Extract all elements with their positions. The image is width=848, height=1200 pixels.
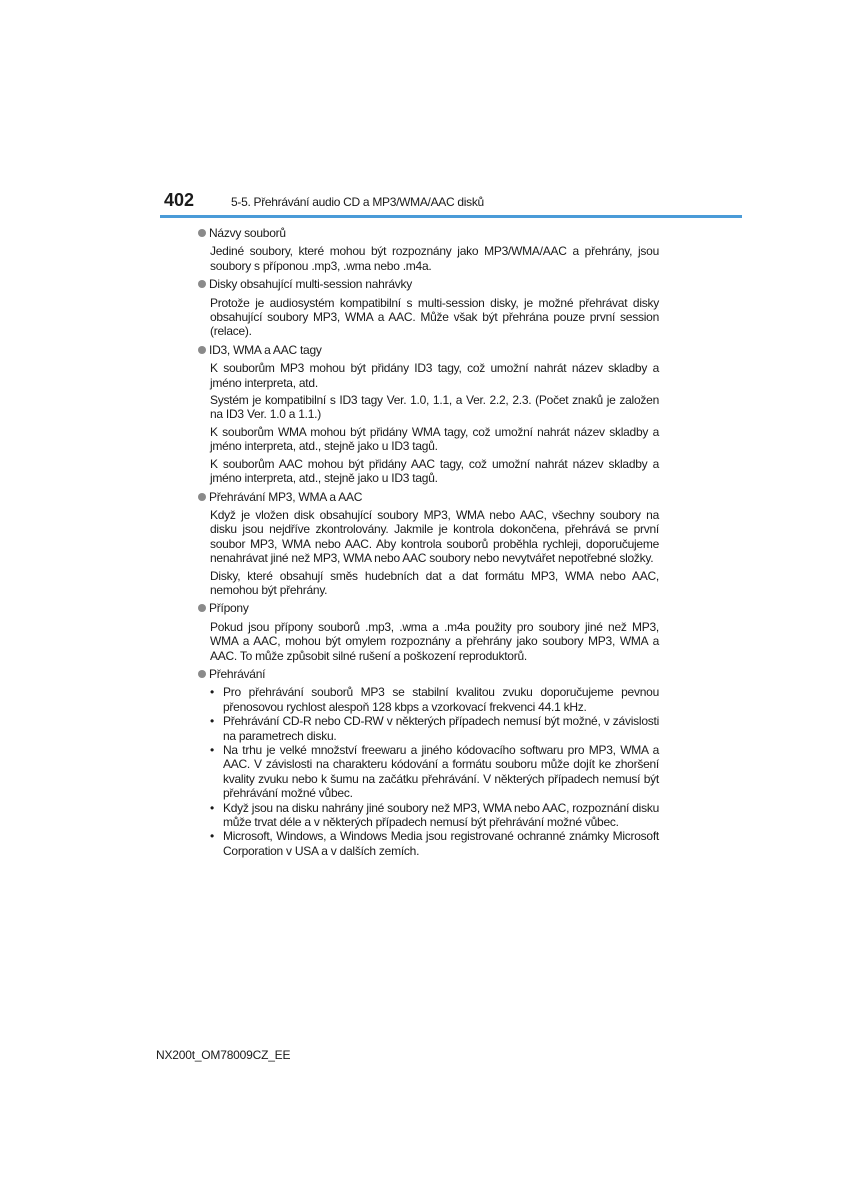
header-divider [160, 215, 742, 218]
paragraph: Systém je kompatibilní s ID3 tagy Ver. 1.0, 1.1, a Ver. 2.2, 2.3. (Počet znaků je založen na ID3 Ver. 1.0 a 1.1.) [210, 393, 659, 422]
topic-heading [197, 226, 659, 240]
topic-heading [197, 343, 659, 357]
playback-notes-list [210, 685, 659, 858]
topic-file-names [197, 226, 659, 273]
bullet-icon: • [210, 685, 214, 700]
topic-title: Disky obsahující multi-session nahrávky [209, 277, 412, 292]
topic-title: Názvy souborů [209, 226, 286, 240]
list-item [210, 685, 659, 714]
paragraph: K souborům MP3 mohou být přidány ID3 tagy, což umožní nahrát název skladby a jméno interpreta, atd. [210, 361, 659, 390]
page-content [197, 226, 659, 862]
section-title: 5-5. Přehrávání audio CD a MP3/WMA/AAC disků [231, 195, 484, 209]
bullet-dot-icon [198, 670, 206, 678]
footer-document-code: NX200t_OM78009CZ_EE [156, 1048, 291, 1062]
topic-title: Přípony [209, 601, 249, 616]
topic-heading [197, 490, 659, 504]
bullet-icon: • [210, 829, 214, 844]
bullet-dot-icon [198, 280, 206, 288]
bullet-icon: • [210, 743, 214, 757]
paragraph: Protože je audiosystém kompatibilní s multi-session disky, je možné přehrávat disky obsahující soubory MP3, WMA a AAC. Může však být přehrána pouze první session (relace). [210, 295, 659, 339]
list-item [210, 801, 659, 830]
list-item-text: Microsoft, Windows, a Windows Media jsou registrované ochranné známky Microsoft Corporation v USA a v dalších zemích. [223, 829, 659, 858]
list-item [210, 714, 659, 743]
paragraph: K souborům WMA mohou být přidány WMA tagy, což umožní nahrát název skladby a jméno interpreta, atd., stejně jako u ID3 tagů. [210, 424, 659, 454]
list-item [210, 743, 659, 801]
list-item-text: Přehrávání CD-R nebo CD-RW v některých případech nemusí být možné, v závislosti na parametrech disku. [223, 714, 659, 743]
paragraph: Pokud jsou přípony souborů .mp3, .wma a .m4a použity pro soubory jiné než MP3, WMA a AAC, mohou být omylem rozpoznány a přehrány jako soubory MP3, WMA a AAC. To může způsobit silné rušení a poškození reproduktorů. [210, 619, 659, 663]
paragraph: Jediné soubory, které mohou být rozpoznány jako MP3/WMA/AAC a přehrány, jsou soubory s příponou .mp3, .wma nebo .m4a. [210, 244, 659, 273]
paragraph: K souborům AAC mohou být přidány AAC tagy, což umožní nahrát název skladby a jméno interpreta, atd., stejně jako u ID3 tagů. [210, 456, 659, 486]
list-item-text: Pro přehrávání souborů MP3 se stabilní kvalitou zvuku doporučujeme pevnou přenosovou rychlost alespoň 128 kbps a vzorkovací frekvenci 44.1 kHz. [223, 685, 659, 714]
bullet-dot-icon [198, 346, 206, 354]
topic-extensions [197, 601, 659, 663]
bullet-dot-icon [198, 229, 206, 237]
topic-heading [197, 601, 659, 615]
topic-playback-formats [197, 490, 659, 598]
page-number: 402 [164, 190, 195, 210]
topic-title: ID3, WMA a AAC tagy [209, 342, 322, 357]
topic-playback [197, 667, 659, 858]
topic-title: Přehrávání [209, 666, 266, 681]
bullet-dot-icon [198, 493, 206, 501]
list-item [210, 829, 659, 858]
bullet-dot-icon [198, 604, 206, 612]
topic-multisession [197, 277, 659, 339]
topic-tags [197, 343, 659, 486]
topic-heading [197, 667, 659, 681]
paragraph: Když je vložen disk obsahující soubory MP3, WMA nebo AAC, všechny soubory na disku jsou nejdříve zkontrolovány. Jakmile je kontrola dokončena, přehrává se první soubor MP3, WMA nebo AAC. Aby kontrola souborů proběhla rychleji, doporučujeme nenahrávat jiné než MP3, WMA nebo AAC soubory nebo nevytvářet nepotřebné složky. [210, 507, 659, 566]
list-item-text: Když jsou na disku nahrány jiné soubory než MP3, WMA nebo AAC, rozpoznání disku může trvat déle a v některých případech nemusí být přehrávání možné vůbec. [223, 800, 659, 830]
bullet-icon: • [210, 714, 214, 729]
list-item-text: Na trhu je velké množství freewaru a jiného kódovacího softwaru pro MP3, WMA a AAC. V závislosti na charakteru kódování a formátu souboru může dojít ke zhoršení kvality zvuku nebo k šumu na začátku přehrávání. V některých případech nemusí být přehrávání možné vůbec. [223, 743, 659, 801]
paragraph: Disky, které obsahují směs hudebních dat a dat formátu MP3, WMA nebo AAC, nemohou být přehrány. [210, 568, 659, 597]
topic-heading [197, 277, 659, 291]
topic-title: Přehrávání MP3, WMA a AAC [209, 489, 363, 504]
bullet-icon: • [210, 800, 214, 815]
